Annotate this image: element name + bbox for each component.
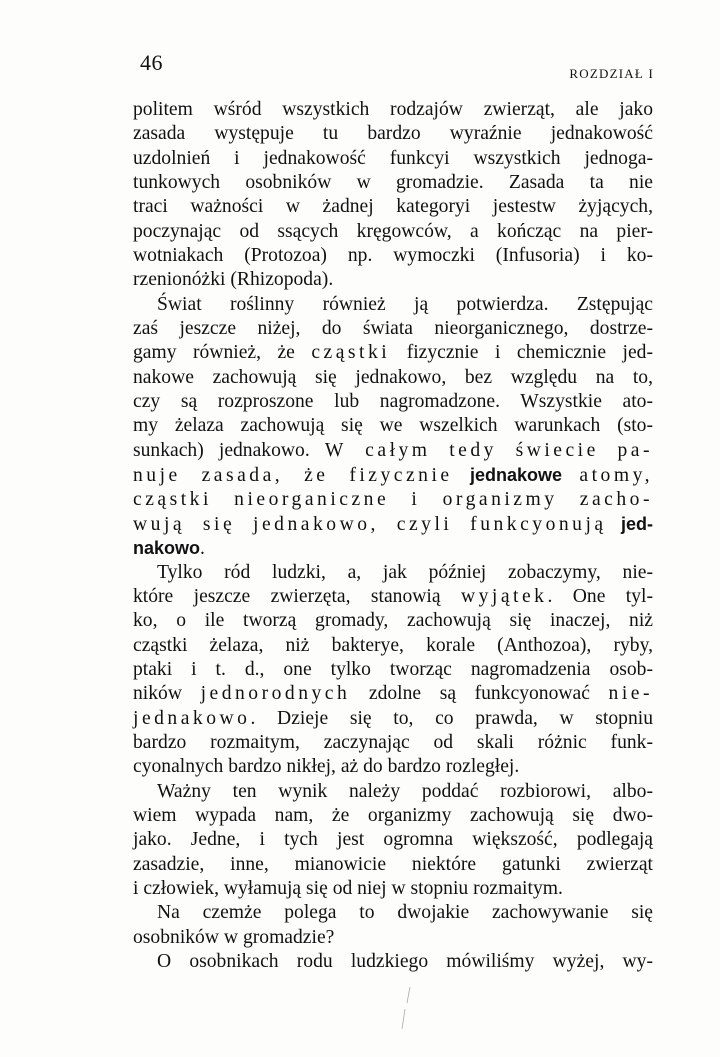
text-line: ko, o ile tworzą gromady, zachowują się inaczej, niż <box>133 610 653 632</box>
page-number: 46 <box>140 50 163 75</box>
text-line: Świat roślinny również ją potwierdza. Zstępując <box>157 293 653 315</box>
text-line: O osobnikach rodu ludzkiego mówiliśmy wyżej, wy- <box>157 951 653 973</box>
text-line: uzdolnień i jednakowość funkcyi wszystkich jednoga- <box>133 147 653 169</box>
text-line: osobników w gromadzie? <box>133 926 335 948</box>
text-line: i człowiek, wyłamują się od niej w stopniu rozmaitym. <box>133 878 563 899</box>
text-segment: . One tyl- <box>547 585 653 607</box>
text-line: cyonalnych bardzo nikłej, aż do bardzo rozległej. <box>133 756 520 778</box>
body-text <box>133 98 653 974</box>
bold-emphasis: jed- <box>620 513 653 534</box>
text-line: tunkowych osobników w gromadzie. Zasada ta nie <box>133 172 653 194</box>
spaced-emphasis: nuje zasada, że fizycznie <box>133 465 453 487</box>
text-line: wiem wypada nam, że organizmy zachowują się dwo- <box>133 804 653 826</box>
spaced-emphasis: W całym tedy świecie pa- <box>324 439 653 461</box>
text-line <box>133 707 653 731</box>
text-line: ptaki i t. d., one tylko tworząc nagromadzenia osob- <box>133 658 653 680</box>
text-line: nakowe zachowują się jednakowo, bez względu na to, <box>133 366 653 388</box>
spaced-emphasis: nie- <box>608 683 653 705</box>
text-line <box>133 585 653 609</box>
text-line: Ważny ten wynik należy poddać rozbiorowi, albo- <box>157 780 653 802</box>
text-line: cząstki żelaza, niż bakterye, korale (Anthozoa), ryby, <box>133 634 653 656</box>
text-line: politem wśród wszystkich rodzajów zwierząt, ale jako <box>133 99 653 120</box>
text-segment: gamy również, że <box>133 342 312 364</box>
text-segment: . Dzieje się to, co prawda, w stopniu <box>250 707 653 729</box>
text-line <box>133 341 653 365</box>
text-line: poczynając od ssących kręgowców, a kończąc na pier- <box>133 220 653 242</box>
text-line <box>133 512 653 536</box>
text-line <box>133 682 653 706</box>
spaced-emphasis: jednakowo <box>133 707 251 729</box>
text-line: traci ważności w żadnej kategoryi jestestw żyjących, <box>133 196 653 218</box>
spaced-emphasis: cząstki <box>311 342 391 364</box>
bold-emphasis: jednakowe <box>470 465 563 486</box>
spaced-emphasis: cząstki nieorganiczne i organizmy zacho- <box>133 488 653 510</box>
text-line: wotniakach (Protozoa) np. wymoczki (Infusoria) i ko- <box>133 245 653 267</box>
text-line: bardzo rozmaitym, zaczynając od skali różnic funk- <box>133 731 653 753</box>
text-line: Tylko ród ludzki, a, jak później zobaczymy, nie- <box>157 561 653 583</box>
text-line: zasada występuje tu bardzo wyraźnie jednakowość <box>133 123 653 145</box>
pencil-mark <box>396 985 416 1035</box>
text-line: jako. Jedne, i tych jest ogromna większość, podlegają <box>133 829 653 851</box>
text-segment: zdolne są funkcyonować <box>350 683 609 705</box>
running-head: ROZDZIAŁ I <box>569 66 654 81</box>
text-line: zaś jeszcze niżej, do świata nieorganicznego, dostrze- <box>133 318 653 340</box>
text-line: Na czemże polega to dwojakie zachowywanie się <box>157 902 653 924</box>
text-segment: sunkach) jednakowo. <box>133 439 325 461</box>
text-line <box>133 463 653 487</box>
text-line: zasadzie, inne, mianowicie niektóre gatunki zwierząt <box>133 853 653 875</box>
page-header <box>118 48 654 88</box>
spaced-emphasis: wyjątek <box>460 585 548 607</box>
spaced-emphasis: jednorodnych <box>200 683 351 705</box>
text-line <box>133 439 653 463</box>
text-segment: . <box>200 538 205 560</box>
text-segment: które jeszcze zwierzęta, stanowią <box>133 585 461 607</box>
text-line: rzenionóżki (Rhizopoda). <box>133 269 334 291</box>
spaced-emphasis: wują się jednakowo, czyli funkcyonują <box>133 513 607 535</box>
text-line <box>133 488 653 512</box>
spaced-emphasis: atomy, <box>579 465 654 487</box>
text-segment: ników <box>133 683 201 705</box>
text-line <box>133 536 653 560</box>
bold-emphasis: nakowo <box>133 538 201 559</box>
text-line: czy są rozproszone lub nagromadzone. Wszystkie ato- <box>133 391 653 413</box>
text-line: my żelaza zachowują się we wszelkich warunkach (sto- <box>133 415 653 437</box>
text-segment: fizycznie i chemicznie jed- <box>390 342 653 364</box>
